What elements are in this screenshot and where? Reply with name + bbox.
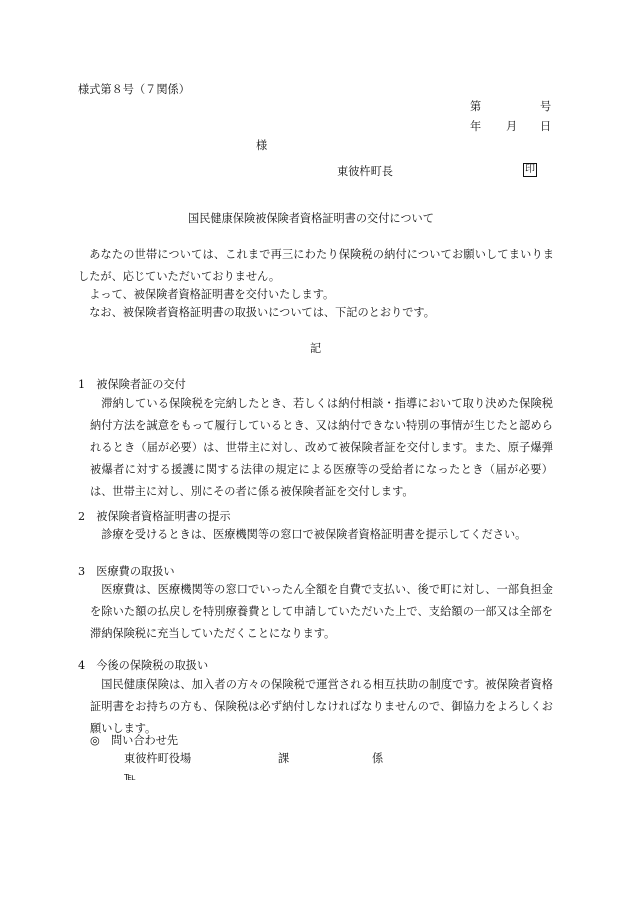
section-2-heading: 2 被保険者資格証明書の提示: [78, 510, 231, 523]
section-1-body: 滞納している保険税を完納したとき、若しくは納付相談・指導において取り決めた保険税納付方法を誠意をもって履行しているとき、又は納付できない特別の事情が生じたと認められるとき（届が必要）は、世帯主に対し、改めて被保険者証を交付します。また、原子爆弾被爆者に対する援護に関する法律の規定による医療等の受給者になったとき（届が必要）は、世帯主に対し、別にその者に係る被保険者証を交付します。: [90, 397, 553, 498]
contact-kakari: 係: [372, 752, 384, 765]
doc-number-dai: 第: [470, 100, 482, 113]
document-title: 国民健康保険被保険者資格証明書の交付について: [188, 212, 434, 225]
section-3-heading: 3 医療費の取扱い: [78, 565, 175, 578]
contact-office: 東彼杵町役場: [124, 752, 192, 765]
contact-tel: ℡: [124, 770, 137, 783]
intro-paragraph-2: よって、被保険者資格証明書を交付いたします。: [89, 288, 335, 301]
date-year: 年: [470, 120, 482, 133]
seal-mark: 印: [525, 164, 535, 175]
section-3-body: 医療費は、医療機関等の窓口でいったん全額を自費で支払い、後で町に対し、一部負担金を除いた額の払戻しを特別療養費として申請していただいた上で、支給額の一部又は全部を滞納保険税に充当していただくことになります。: [90, 583, 553, 640]
section-1-heading: 1 被保険者証の交付: [78, 378, 186, 391]
form-number: 様式第８号（７関係）: [78, 83, 190, 96]
intro-paragraph-3: なお、被保険者資格証明書の取扱いについては、下記のとおりです。: [89, 306, 435, 319]
section-4-heading: 4 今後の保険税の取扱い: [78, 659, 209, 672]
contact-label: ◎ 問い合わせ先: [90, 734, 179, 747]
issuer-name: 東彼杵町長: [337, 165, 393, 178]
section-2-body: 診療を受けるときは、医療機関等の窓口で被保険者資格証明書を提示してください。: [101, 528, 527, 541]
date-day: 日: [540, 120, 552, 133]
addressee-sama: 様: [256, 139, 268, 152]
section-4-body: 国民健康保険は、加入者の方々の保険税で運営される相互扶助の制度です。被保険者資格証明書をお持ちの方も、保険税は必ず納付しなければなりませんので、御協力をよろしくお願いします。: [90, 678, 553, 735]
intro-paragraph-1: あなたの世帯については、これまで再三にわたり保険税の納付についてお願いしてまいりましたが、応じていただいておりません。: [78, 248, 554, 283]
date-month: 月: [506, 120, 518, 133]
contact-ka: 課: [278, 752, 290, 765]
doc-number-go: 号: [540, 100, 552, 113]
ki-heading: 記: [310, 342, 322, 355]
